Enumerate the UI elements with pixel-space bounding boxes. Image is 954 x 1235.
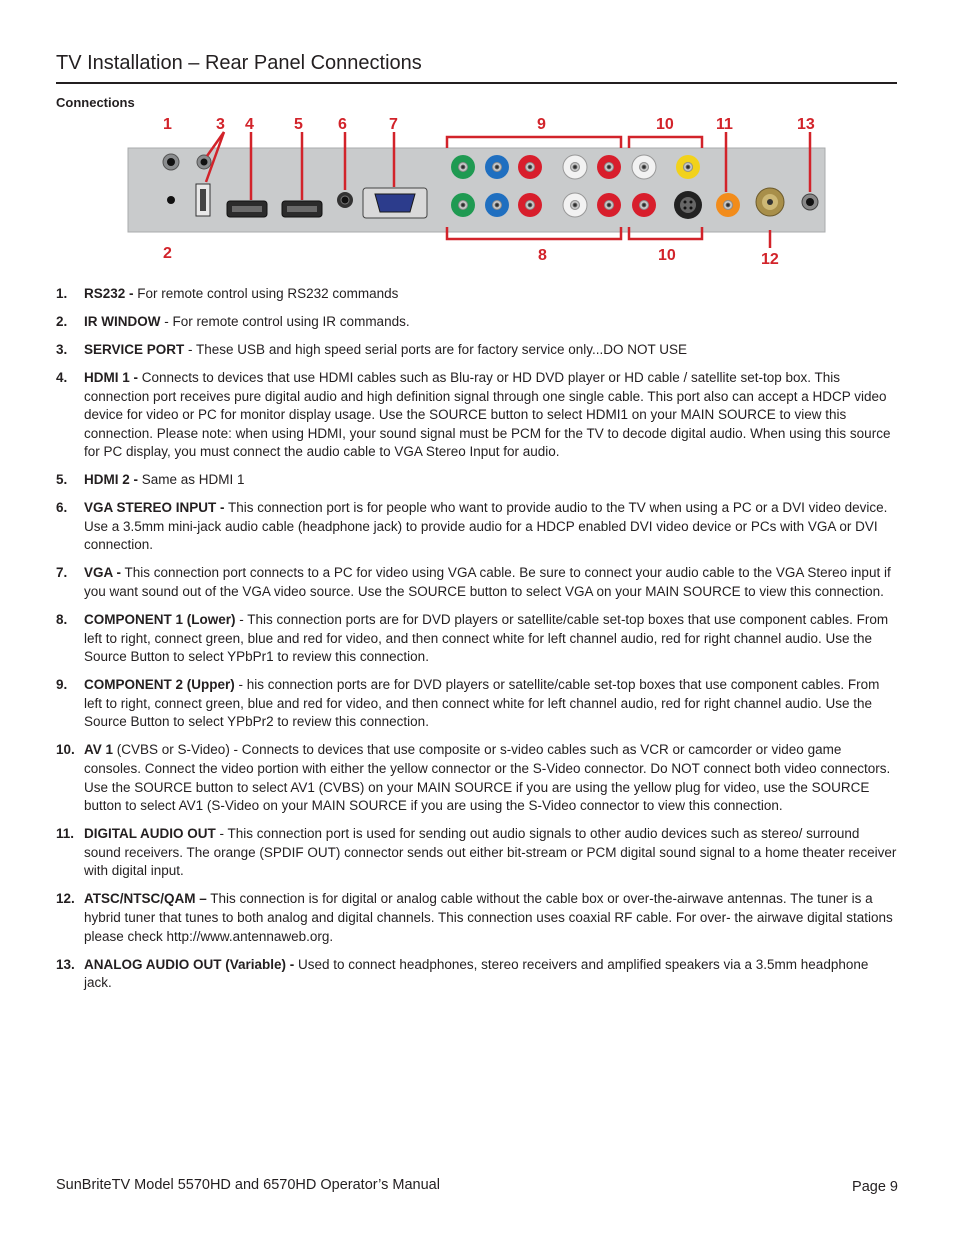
- rs232-port: [163, 154, 179, 170]
- rear-panel: [128, 148, 825, 232]
- callout-9: 9: [537, 116, 546, 133]
- rear-panel-diagram: [56, 110, 856, 275]
- callout-1: 1: [163, 116, 172, 133]
- callout-2: 2: [163, 245, 172, 262]
- list-item: 6. VGA STEREO INPUT - This connection port is for people who want to provide audio to the TV when using a PC or a DVI video device. Use a 3.5mm mini-jack audio cable (headphone jack) to provide audio for a HDCP enabled DVI video device or PCs with VGA or DVI connection.: [56, 500, 888, 553]
- list-item: 3. SERVICE PORT - These USB and high speed serial ports are for factory service only...DO NOT USE: [56, 341, 687, 357]
- hdmi-1-port: [227, 201, 267, 217]
- title-rule: [56, 82, 897, 84]
- callout-10-top: 10: [656, 116, 674, 133]
- list-item: 8. COMPONENT 1 (Lower) - This connection ports are for DVD players or satellite/cable set-top boxes that use component cables. From left to right, connect green, blue and red for video, and then connect white for left channel audio, red for right channel audio. Use the Source Button to select YPbPr1 to review this connection.: [56, 612, 889, 665]
- list-item: 5. HDMI 2 - Same as HDMI 1: [56, 472, 245, 488]
- list-item: 7. VGA - This connection port connects to a PC for video using VGA cable. Be sure to connect your audio cable to the VGA Stereo input if you want sound out of the VGA video source. Use the SOURCE button to select VGA on your MAIN SOURCE to view this connection.: [56, 565, 891, 600]
- hdmi-2-port: [282, 201, 322, 217]
- vga-stereo-jack: [337, 192, 353, 208]
- service-port: [196, 155, 211, 216]
- page-title: TV Installation – Rear Panel Connections: [56, 52, 422, 74]
- list-item: 13. ANALOG AUDIO OUT (Variable) - Used to connect headphones, stereo receivers and amplified speakers via a 3.5mm headphone jack.: [56, 956, 869, 991]
- callout-7: 7: [389, 116, 398, 133]
- callout-12: 12: [761, 251, 779, 268]
- list-item: 10. AV 1 (CVBS or S-Video) - Connects to devices that use composite or s-video cables such as VCR or camcorder or video game consoles. Connect the video portion with either the yellow connector or the S-Video connector. Do NOT connect both video connectors. Use the SOURCE button to select AV1 (CVBS) on your MAIN SOURCE if you are using the yellow plug for video, use the SOURCE button to select AV1 (S-Video on your MAIN SOURCE if you are using the S-Video connector to view this connection.: [56, 742, 891, 814]
- list-item: 1. RS232 - For remote control using RS232 commands: [56, 286, 399, 301]
- coax-antenna-port: [756, 188, 784, 216]
- callout-5: 5: [294, 116, 303, 133]
- list-item: 11. DIGITAL AUDIO OUT - This connection port is used for sending out audio signals to other audio devices such as stereo/ surround sound receivers. The orange (SPDIF OUT) connector sends out either bit-stream or PCM digital sound signal to a home theater receiver with digital input.: [56, 826, 897, 879]
- callout-4: 4: [245, 116, 254, 133]
- list-item: 2. IR WINDOW - For remote control using IR commands.: [56, 313, 410, 329]
- callout-8: 8: [538, 247, 547, 264]
- callout-3: 3: [216, 116, 225, 133]
- ir-window: [167, 196, 175, 204]
- list-item: 12. ATSC/NTSC/QAM – This connection is for digital or analog cable without the cable box or over-the-airwave antennas. The tuner is a hybrid tuner that tunes to both analog and digital channels. This connection uses coaxial RF cable. For over- the airwave digital stations please check http://www.antennaweb.org.: [56, 891, 893, 944]
- callout-6: 6: [338, 116, 347, 133]
- section-heading: Connections: [56, 95, 135, 110]
- callout-11: 11: [716, 116, 733, 133]
- callout-10-bottom: 10: [658, 247, 676, 264]
- list-item: 9. COMPONENT 2 (Upper) - his connection ports are for DVD players or satellite/cable set-top boxes that use component cables. From left to right, connect green, blue and red for video, and then connect white for left channel audio, red for right channel audio. Use the Source Button to select YPbPr2 to review this connection.: [56, 677, 880, 730]
- vga-port: [363, 188, 427, 218]
- analog-audio-out-jack: [802, 194, 818, 210]
- connection-list: [56, 285, 898, 1002]
- footer-manual-title: SunBriteTV Model 5570HD and 6570HD Operator’s Manual: [56, 1177, 440, 1193]
- list-item: 4. HDMI 1 - Connects to devices that use HDMI cables such as Blu-ray or HD DVD player or HD cable / satellite set-top box. This connection port receives pure digital audio and high definition signal through one single cable. This port also can accept a HDCP video device for video or PC for monitor display usage. Use the SOURCE button to select HDMI1 on your MAIN SOURCE to view this connection. Please note: when using HDMI, your sound signal must be PCM for the TV to decode digital audio. When using this source for PC display, you must connect the audio cable to VGA Stereo Input for audio.: [56, 369, 891, 460]
- page-number: Page 9: [852, 1179, 898, 1195]
- digital-audio-out-jack: [716, 193, 740, 217]
- callout-13: 13: [797, 116, 815, 133]
